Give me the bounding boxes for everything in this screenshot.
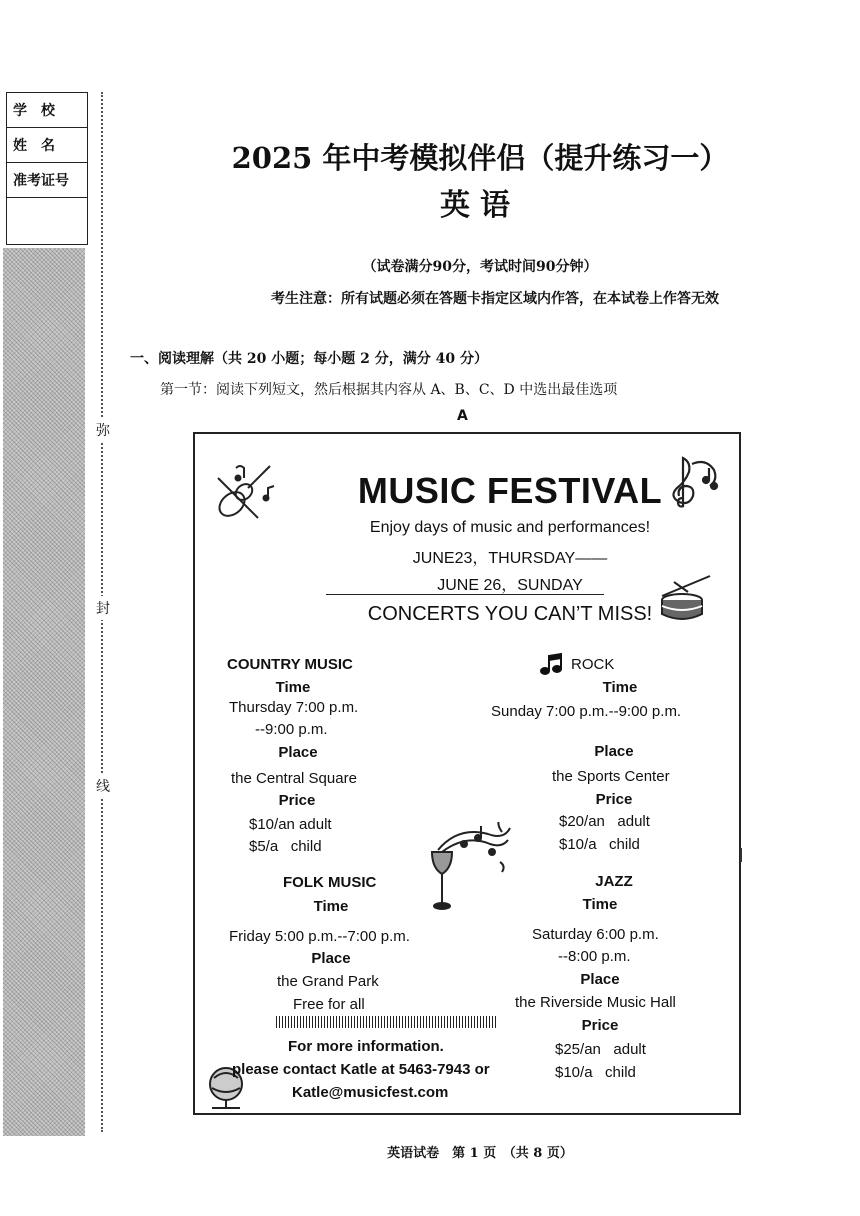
poster-tagline: Enjoy days of music and performances!: [369, 519, 651, 536]
rock-price-adult: $20/an adult: [559, 813, 650, 830]
poster-date-start: JUNE23，THURSDAY——: [412, 550, 608, 567]
exam-info: （试卷满分90分，考试时间90分钟）: [362, 259, 598, 275]
contact-line-3: Katle@musicfest.com: [292, 1084, 449, 1101]
passage-label: A: [457, 408, 468, 424]
section-heading: 一、阅读理解（共 20 小题；每小题 2 分，满分 40 分）: [130, 351, 488, 367]
jazz-time-1: Saturday 6:00 p.m.: [532, 926, 659, 943]
poster-title: MUSIC FESTIVAL: [357, 470, 663, 511]
rock-place-label: Place: [594, 743, 634, 760]
rock-price-label: Price: [595, 791, 633, 808]
jazz-price-adult: $25/an adult: [555, 1041, 646, 1058]
folk-time: Friday 5:00 p.m.--7:00 p.m.: [229, 928, 410, 945]
folk-price: Free for all: [293, 996, 365, 1013]
country-price-child: $5/a child: [249, 838, 322, 855]
folk-place: the Grand Park: [277, 973, 379, 990]
country-time-1: Thursday 7:00 p.m.: [229, 699, 359, 716]
rock-price-child: $10/a child: [559, 836, 640, 853]
name-label: 姓 名: [7, 128, 87, 163]
folk-time-label: Time: [313, 898, 349, 915]
barcode-divider: [276, 1016, 498, 1028]
microphone-notes-icon: [418, 822, 516, 914]
exam-subject: 英语: [440, 188, 520, 223]
exam-notice: 考生注意：所有试题必须在答题卡指定区域内作答，在本试卷上作答无效: [271, 291, 719, 307]
poster-date-end: JUNE 26，SUNDAY: [437, 577, 583, 594]
rock-time: Sunday 7:00 p.m.--9:00 p.m.: [491, 703, 682, 720]
country-price-label: Price: [278, 792, 316, 809]
country-place-label: Place: [278, 744, 318, 761]
jazz-place-label: Place: [580, 971, 620, 988]
country-place: the Central Square: [231, 770, 357, 787]
date-underline: [326, 594, 604, 595]
exam-id-label: 准考证号: [7, 163, 87, 198]
music-note-icon: [540, 652, 564, 676]
jazz-price-child: $10/a child: [555, 1064, 636, 1081]
exam-id-blank: [7, 198, 87, 244]
country-price-adult: $10/an adult: [249, 816, 332, 833]
rock-time-label: Time: [602, 679, 638, 696]
jazz-place: the Riverside Music Hall: [515, 994, 676, 1011]
country-time-2: --9:00 p.m.: [255, 721, 328, 738]
rock-heading: ROCK: [571, 656, 615, 673]
scan-edge-mark: [740, 848, 742, 862]
seal-mark-3: 线: [96, 774, 110, 798]
exam-title: 2025 年中考模拟伴侣（提升练习一）: [231, 141, 729, 175]
seal-mark-2: 封: [96, 596, 110, 620]
folk-music-heading: FOLK MUSIC: [283, 874, 377, 891]
country-music-heading: COUNTRY MUSIC: [227, 656, 353, 673]
contact-line-1: For more information.: [288, 1038, 444, 1055]
contact-line-2: please contact Katle at 5463-7943 or: [232, 1061, 490, 1078]
poster-slogan: CONCERTS YOU CAN’T MISS!: [367, 603, 653, 625]
student-info-box: [6, 92, 88, 245]
seal-mark-1: 弥: [96, 418, 110, 442]
rock-place: the Sports Center: [552, 768, 670, 785]
folk-place-label: Place: [311, 950, 351, 967]
jazz-time-label: Time: [582, 896, 618, 913]
jazz-time-2: --8:00 p.m.: [558, 948, 631, 965]
page-footer: 英语试卷 第 1 页 （共 8 页）: [387, 1146, 573, 1161]
binding-stipple-strip: [3, 248, 85, 1136]
country-time-label: Time: [275, 679, 311, 696]
section-part-instructions: 第一节：阅读下列短文，然后根据其内容从 A、B、C、D 中选出最佳选项: [160, 382, 618, 398]
jazz-price-label: Price: [581, 1017, 619, 1034]
jazz-heading: JAZZ: [595, 873, 633, 890]
school-label: 学 校: [7, 93, 87, 128]
